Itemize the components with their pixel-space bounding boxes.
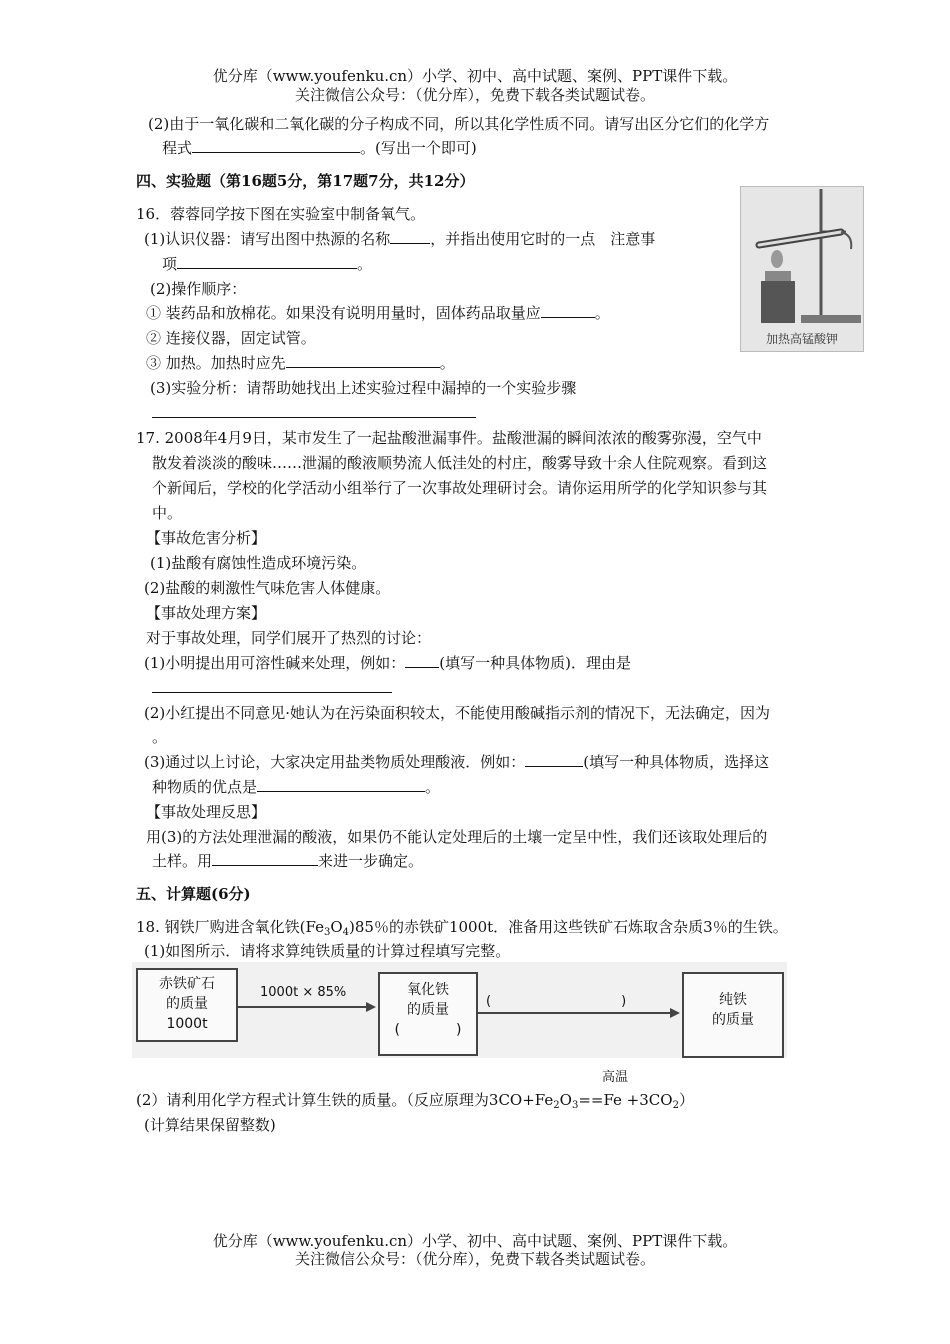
q17-discussion-3: (3)通过以上讨论，大家决定用盐类物质处理酸液．例如： (填写一种具体物质，选择这 — [144, 753, 770, 771]
q15-part2-line1: (2)由于一氧化碳和二氧化碳的分子构成不同，所以其化学性质不同。请写出区分它们的化学方 — [148, 115, 770, 133]
header-line-2: 关注微信公众号：（优分库），免费下载各类试题试卷。 — [294, 86, 655, 104]
q16-part3: (3)实验分析：请帮助她找出上述实验过程中漏掉的一个实验步骤 — [150, 379, 577, 397]
q16-part3-answer-line — [152, 403, 476, 423]
q18-part1: (1)如图所示．请将求算纯铁质量的计算过程填写完整。 — [144, 942, 511, 960]
q17-line4: 中。 — [152, 504, 183, 522]
photo-caption: 加热高锰酸钾 — [765, 332, 838, 346]
reaction-condition: 高温 — [602, 1070, 629, 1085]
answer-blank[interactable] — [177, 254, 357, 269]
box-ore-line1: 赤铁矿石 — [159, 976, 215, 992]
q17-discussion-intro: 对于事故处理，同学们展开了热烈的讨论： — [146, 629, 432, 647]
q16-part2: (2)操作顺序： — [150, 280, 247, 298]
q16-step2: ② 连接仪器，固定试管。 — [146, 329, 316, 347]
q16-stem: 16．蓉蓉同学按下图在实验室中制备氧气。 — [136, 205, 426, 223]
arrow2-icon — [478, 1006, 682, 1020]
answer-blank[interactable] — [152, 678, 392, 693]
box-oxide-blank[interactable]: ( ) — [394, 1022, 462, 1038]
q15-part2-line2: 程式 。(写出一个即可) — [162, 139, 477, 157]
box-iron-line2: 的质量 — [712, 1012, 754, 1028]
q17-heading-reflection: 【事故处理反思】 — [146, 803, 267, 821]
answer-blank[interactable] — [212, 851, 318, 866]
box-ore-line2: 的质量 — [166, 996, 208, 1012]
answer-blank[interactable] — [257, 777, 425, 792]
q17-discussion-2: (2)小红提出不同意见·她认为在污染面积较太，不能使用酸碱指示剂的情况下，无法确定，因为 — [144, 704, 771, 722]
q17-reflection-2: 土样。用 来进一步确定。 — [152, 852, 424, 870]
box-oxide-line1: 氧化铁 — [407, 982, 449, 998]
box-pure-iron-mass — [682, 972, 784, 1058]
section4-title: 四、实验题（第16题5分，第17题7分，共12分） — [136, 172, 475, 190]
q17-discussion-1: (1)小明提出用可溶性碱来处理，例如： (填写一种具体物质)．理由是 — [144, 654, 631, 672]
header-line-1: 优分库（www.youfenku.cn）小学、初中、高中试题、案例、PPT课件下载。 — [212, 67, 738, 85]
answer-blank[interactable] — [405, 653, 439, 668]
box-iron-line1: 纯铁 — [719, 992, 747, 1008]
answer-blank[interactable] — [286, 353, 440, 368]
box-ore-mass — [136, 968, 238, 1042]
q17-hazard-2: (2)盐酸的刺激性气味危害人体健康。 — [144, 579, 391, 597]
q17-line3: 个新闻后，学校的化学活动小组举行了一次事故处理研讨会。请你运用所学的化学知识参与其 — [152, 479, 768, 497]
q17-line2: 散发着淡淡的酸味……泄漏的酸液顺势流人低洼处的村庄，酸雾导致十余人住院观察。看到这 — [152, 454, 768, 472]
footer-line-1: 优分库（www.youfenku.cn）小学、初中、高中试题、案例、PPT课件下载。 — [212, 1232, 738, 1250]
q18-part3: (计算结果保留整数) — [144, 1116, 276, 1134]
answer-blank[interactable] — [525, 752, 583, 767]
footer-line-2: 关注微信公众号：（优分库），免费下载各类试题试卷。 — [294, 1250, 655, 1268]
box-ore-line3: 1000t — [166, 1016, 208, 1032]
q16-part1-line1: (1)认识仪器：请写出图中热源的名称 ，并指出使用它时的一点 注意事 — [144, 230, 656, 248]
apparatus-photo — [740, 186, 864, 352]
arrow2-label[interactable]: ( ) — [486, 994, 627, 1009]
q17-heading-plan: 【事故处理方案】 — [146, 604, 267, 622]
q17-line1: 17. 2008年4月9日，某市发生了一起盐酸泄漏事件。盐酸泄漏的瞬间浓浓的酸雾弥漫，空气中 — [136, 429, 762, 447]
answer-blank[interactable] — [541, 303, 595, 318]
q17-discussion-2-end: 。 — [152, 728, 168, 746]
q18-part2: (2）请利用化学方程式计算生铁的质量。（反应原理为$3CO+Fe_2O_3==Fe +3CO_2$） — [136, 1091, 694, 1111]
q18-stem: 18. 钢铁厂购进含氧化铁$(Fe_3O_4)85$％的赤铁矿1000t．准备用这些铁矿石炼取含杂质3％的生铁。 — [136, 918, 788, 938]
arrow1-label: 1000t × 85% — [260, 985, 347, 1000]
q16-step1: ① 装药品和放棉花。如果没有说明用量时，固体药品取量应 。 — [146, 304, 610, 322]
answer-blank[interactable] — [390, 229, 430, 244]
box-iron-oxide-mass — [378, 972, 478, 1056]
apparatus-drawing-icon — [741, 187, 863, 327]
q16-step3: ③ 加热。加热时应先 。 — [146, 354, 455, 372]
box-oxide-line2: 的质量 — [407, 1002, 449, 1018]
answer-blank[interactable] — [192, 138, 360, 153]
q17-reflection-1: 用(3)的方法处理泄漏的酸液，如果仍不能认定处理后的土壤一定呈中性，我们还该取处理后的 — [146, 828, 768, 846]
q16-part1-line2: 项 。 — [162, 255, 373, 273]
answer-blank[interactable] — [152, 403, 476, 418]
q17-hazard-1: (1)盐酸有腐蚀性造成环境污染。 — [150, 554, 367, 572]
section5-title: 五、计算题(6分) — [136, 885, 251, 903]
arrow1-icon — [238, 1000, 378, 1014]
q17-heading-hazard: 【事故危害分析】 — [146, 529, 267, 547]
q17-discussion-3-line2: 种物质的优点是 。 — [152, 778, 441, 796]
q17-discussion-1-answer-line — [152, 678, 392, 698]
